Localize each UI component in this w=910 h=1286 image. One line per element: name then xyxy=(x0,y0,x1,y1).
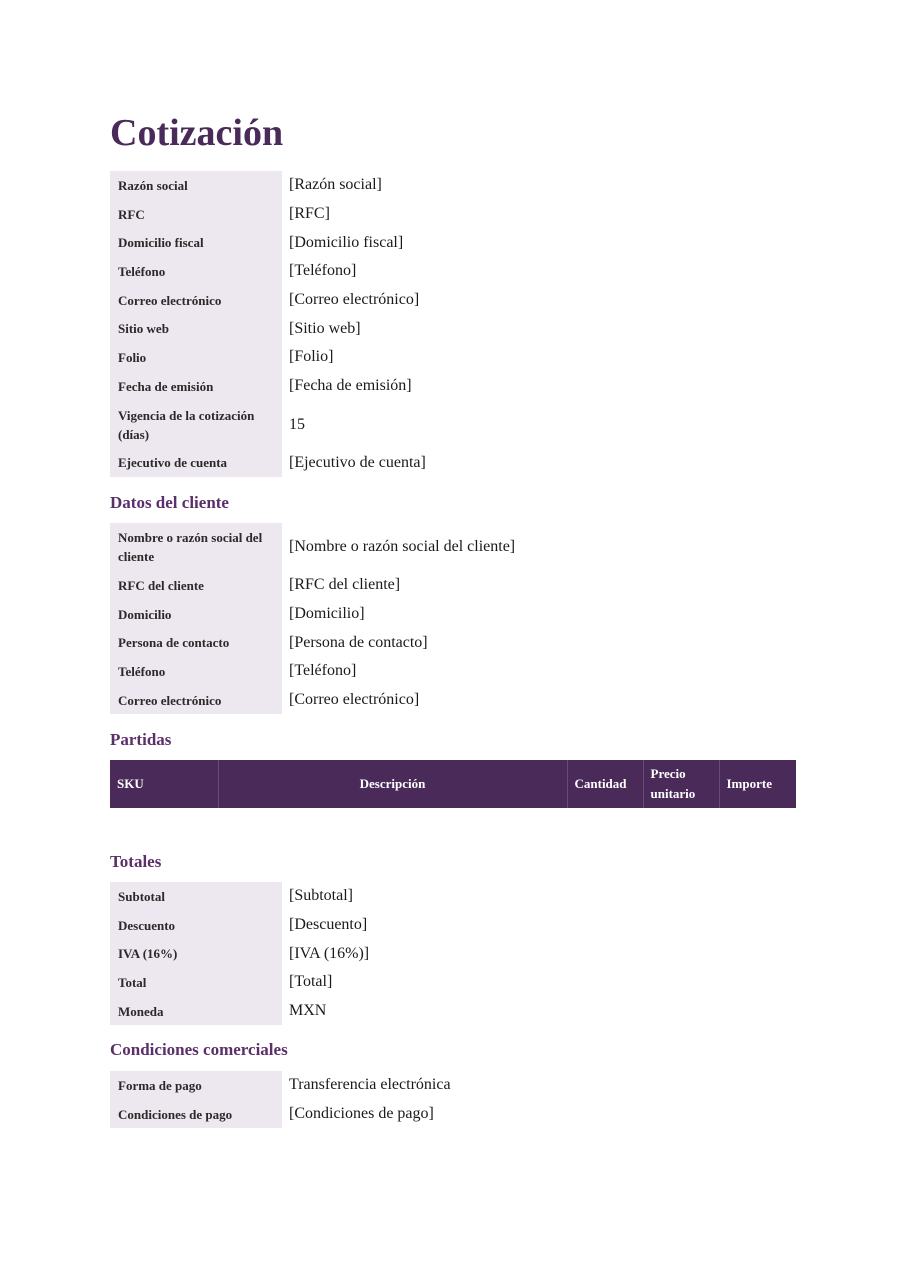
table-row xyxy=(110,911,789,940)
table-row xyxy=(110,449,789,478)
table-row xyxy=(110,600,789,629)
issuer-value: [Folio] xyxy=(289,348,334,366)
table-row xyxy=(110,343,789,372)
issuer-value: [Domicilio fiscal] xyxy=(289,233,404,251)
conditions-label: Forma de pago xyxy=(110,1071,282,1100)
conditions-label: Condiciones de pago xyxy=(110,1100,282,1129)
column-header-quantity: Cantidad xyxy=(567,760,643,808)
table-row xyxy=(110,286,789,315)
issuer-label: Ejecutivo de cuenta xyxy=(110,449,282,478)
issuer-value: [Sitio web] xyxy=(289,319,361,337)
issuer-value: [Fecha de emisión] xyxy=(289,377,412,395)
table-row xyxy=(110,372,789,401)
issuer-label: Correo electrónico xyxy=(110,286,282,315)
client-label: Correo electrónico xyxy=(110,686,282,715)
issuer-value: [RFC] xyxy=(289,205,330,223)
column-header-description: Descripción xyxy=(218,760,567,808)
table-row xyxy=(110,1071,789,1100)
conditions-value: Transferencia electrónica xyxy=(289,1076,451,1094)
client-value: [Persona de contacto] xyxy=(289,633,428,651)
totals-label: Moneda xyxy=(110,997,282,1026)
client-info-table xyxy=(110,523,789,714)
totals-value: [Total] xyxy=(289,973,333,991)
issuer-label: Vigencia de la cotización (días) xyxy=(110,401,282,449)
client-section-heading: Datos del cliente xyxy=(110,493,229,512)
client-value: [RFC del cliente] xyxy=(289,576,401,594)
items-header-row xyxy=(110,760,796,808)
totals-section-heading: Totales xyxy=(110,852,162,871)
totals-label: Descuento xyxy=(110,911,282,940)
page-title: Cotización xyxy=(110,112,284,154)
issuer-label: Fecha de emisión xyxy=(110,372,282,401)
column-header-amount: Importe xyxy=(719,760,796,808)
client-label: Domicilio xyxy=(110,600,282,629)
client-value: [Nombre o razón social del cliente] xyxy=(289,538,516,555)
table-row xyxy=(110,257,789,286)
issuer-label: Folio xyxy=(110,343,282,372)
totals-value: [Descuento] xyxy=(289,916,368,934)
totals-value: [IVA (16%)] xyxy=(289,944,370,962)
issuer-label: Razón social xyxy=(110,171,282,200)
table-row xyxy=(110,628,789,657)
client-value: [Domicilio] xyxy=(289,605,365,623)
totals-value: MXN xyxy=(289,1002,327,1020)
client-label: Nombre o razón social del cliente xyxy=(110,523,282,571)
table-row xyxy=(110,200,789,229)
conditions-table xyxy=(110,1071,789,1128)
totals-value: [Subtotal] xyxy=(289,887,353,905)
issuer-label: RFC xyxy=(110,200,282,229)
table-row xyxy=(110,882,789,911)
totals-label: Total xyxy=(110,968,282,997)
totals-label: Subtotal xyxy=(110,882,282,911)
table-row xyxy=(110,686,789,715)
table-row xyxy=(110,997,789,1026)
table-row xyxy=(110,657,789,686)
table-row xyxy=(110,523,789,571)
issuer-value: 15 xyxy=(289,415,305,433)
table-row xyxy=(110,314,789,343)
items-section-heading: Partidas xyxy=(110,730,172,749)
totals-table xyxy=(110,882,789,1025)
issuer-info-table xyxy=(110,171,789,477)
items-table xyxy=(110,760,796,808)
issuer-value: [Razón social] xyxy=(289,176,382,194)
client-label: RFC del cliente xyxy=(110,571,282,600)
column-header-sku: SKU xyxy=(110,760,218,808)
conditions-section-heading: Condiciones comerciales xyxy=(110,1040,288,1059)
table-row xyxy=(110,939,789,968)
issuer-value: [Correo electrónico] xyxy=(289,291,420,309)
client-value: [Correo electrónico] xyxy=(289,691,420,709)
table-row xyxy=(110,171,789,200)
conditions-value: [Condiciones de pago] xyxy=(289,1105,434,1123)
table-row xyxy=(110,228,789,257)
table-row xyxy=(110,1100,789,1129)
client-label: Teléfono xyxy=(110,657,282,686)
issuer-value: [Teléfono] xyxy=(289,262,357,280)
issuer-value: [Ejecutivo de cuenta] xyxy=(289,453,426,471)
client-value: [Teléfono] xyxy=(289,662,357,680)
column-header-unit-price: Precio unitario xyxy=(643,760,719,808)
issuer-label: Sitio web xyxy=(110,314,282,343)
totals-label: IVA (16%) xyxy=(110,939,282,968)
issuer-label: Domicilio fiscal xyxy=(110,228,282,257)
table-row xyxy=(110,571,789,600)
table-row xyxy=(110,968,789,997)
table-row xyxy=(110,401,789,449)
issuer-label: Teléfono xyxy=(110,257,282,286)
client-label: Persona de contacto xyxy=(110,628,282,657)
